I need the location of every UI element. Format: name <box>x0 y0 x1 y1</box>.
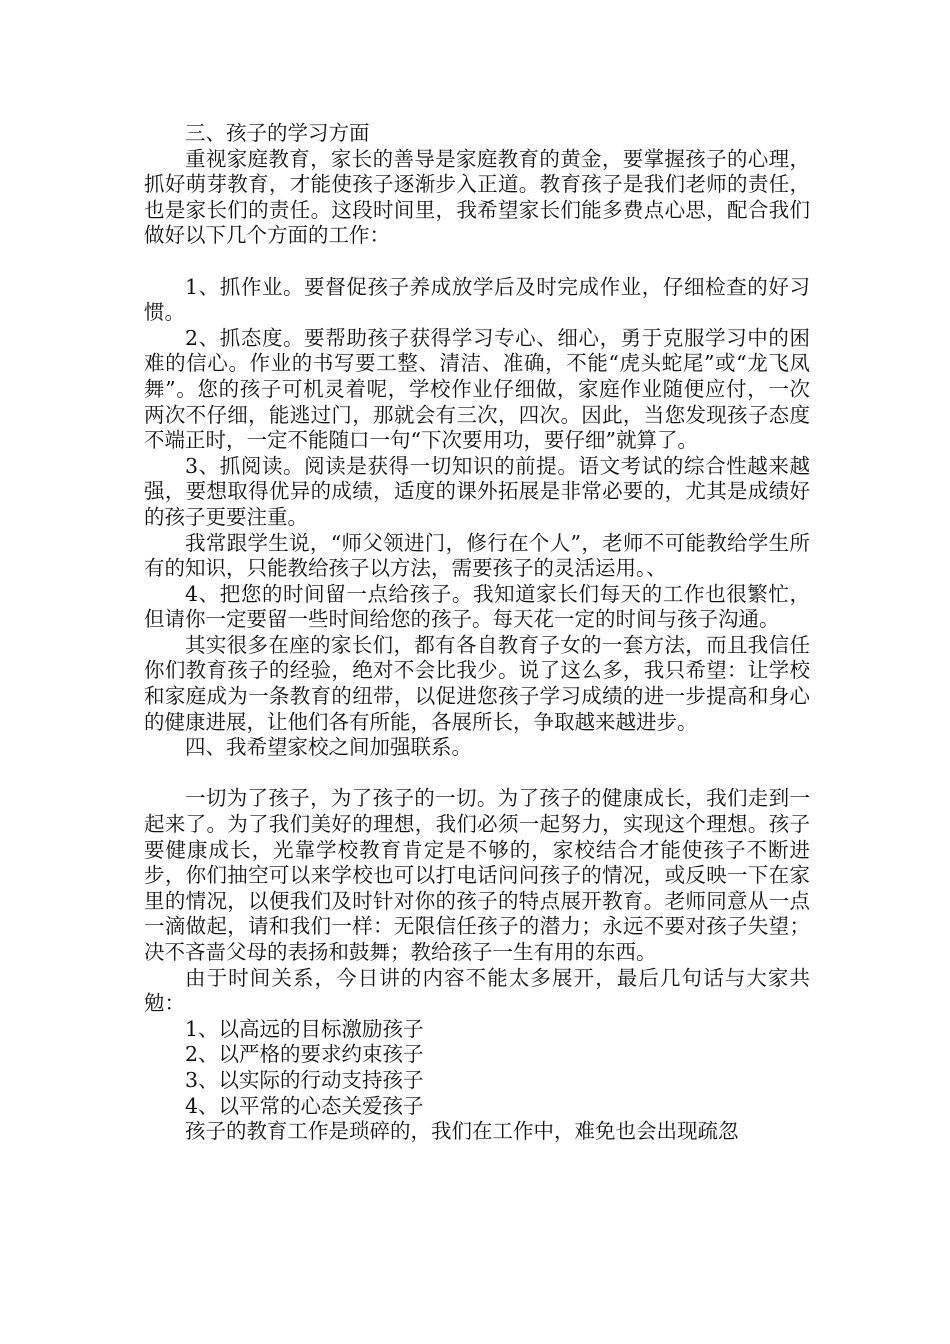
list-item-reading: 3、抓阅读。阅读是获得一切知识的前提。语文考试的综合性越来越强，要想取得优异的成绩，适度的课外拓展是非常必要的，尤其是成绩好的孩子更要注重。 <box>144 453 810 529</box>
section-heading-contact: 四、我希望家校之间加强联系。 <box>185 735 472 760</box>
paragraph-closing-intro: 由于时间关系，今日讲的内容不能太多展开，最后几句话与大家共勉： <box>144 965 810 1016</box>
paragraph-final: 孩子的教育工作是琐碎的，我们在工作中，难免也会出现疏忽 <box>185 1119 739 1144</box>
motto-item-3: 3、以实际的行动支持孩子 <box>185 1067 424 1092</box>
section-heading-learning: 三、孩子的学习方面 <box>185 121 370 145</box>
paragraph-parents-methods: 其实很多在座的家长们，都有各自教育子女的一套方法，而且我信任你们教育孩子的经验，绝对不会比我少。说了这么多，我只希望：让学校和家庭成为一条教育的纽带，以促进您孩子学习成绩的进一步提高和身心的健康进展，让他们各有所能，各展所长，争取越来越进步。 <box>144 632 810 734</box>
blank-line <box>144 249 810 275</box>
document-page <box>144 121 810 1145</box>
blank-line <box>144 761 810 787</box>
paragraph-for-children: 一切为了孩子，为了孩子的一切。为了孩子的健康成长，我们走到一起来了。为了我们美好的理想，我们必须一起努力，实现这个理想。孩子要健康成长，光靠学校教育肯定是不够的，家校结合才能使孩子不断进步，你们抽空可以来学校也可以打电话问问孩子的情况，或反映一下在家里的情况，以便我们及时针对你的孩子的特点展开教育。老师同意从一点一滴做起，请和我们一样：无限信任孩子的潜力；永远不要对孩子失望；决不吝啬父母的表扬和鼓舞；教给孩子一生有用的东西。 <box>144 786 810 964</box>
paragraph-teacher-saying: 我常跟学生说，“师父领进门，修行在个人”，老师不可能教给学生所有的知识，只能教给孩子以方法，需要孩子的灵活运用。、 <box>144 530 810 581</box>
list-item-homework: 1、抓作业。要督促孩子养成放学后及时完成作业，仔细检查的好习惯。 <box>144 274 810 325</box>
list-item-time: 4、把您的时间留一点给孩子。我知道家长们每天的工作也很繁忙，但请你一定要留一些时间给您的孩子。每天花一定的时间与孩子沟通。 <box>144 581 810 632</box>
motto-item-2: 2、以严格的要求约束孩子 <box>185 1042 424 1067</box>
paragraph-family-education: 重视家庭教育，家长的善导是家庭教育的黄金，要掌握孩子的心理，抓好萌芽教育，才能使孩子逐渐步入正道。教育孩子是我们老师的责任，也是家长们的责任。这段时间里，我希望家长们能多费点心思，配合我们做好以下几个方面的工作： <box>144 146 810 248</box>
list-item-attitude: 2、抓态度。要帮助孩子获得学习专心、细心，勇于克服学习中的困难的信心。作业的书写要工整、清洁、准确，不能“虎头蛇尾”或“龙飞凤舞”。您的孩子可机灵着呢，学校作业仔细做，家庭作业随便应付，一次两次不仔细，能逃过门，那就会有三次，四次。因此，当您发现孩子态度不端正时，一定不能随口一句“下次要用功，要仔细”就算了。 <box>144 325 810 453</box>
motto-item-4: 4、以平常的心态关爱孩子 <box>185 1093 424 1118</box>
motto-item-1: 1、以高远的目标激励孩子 <box>185 1016 424 1041</box>
